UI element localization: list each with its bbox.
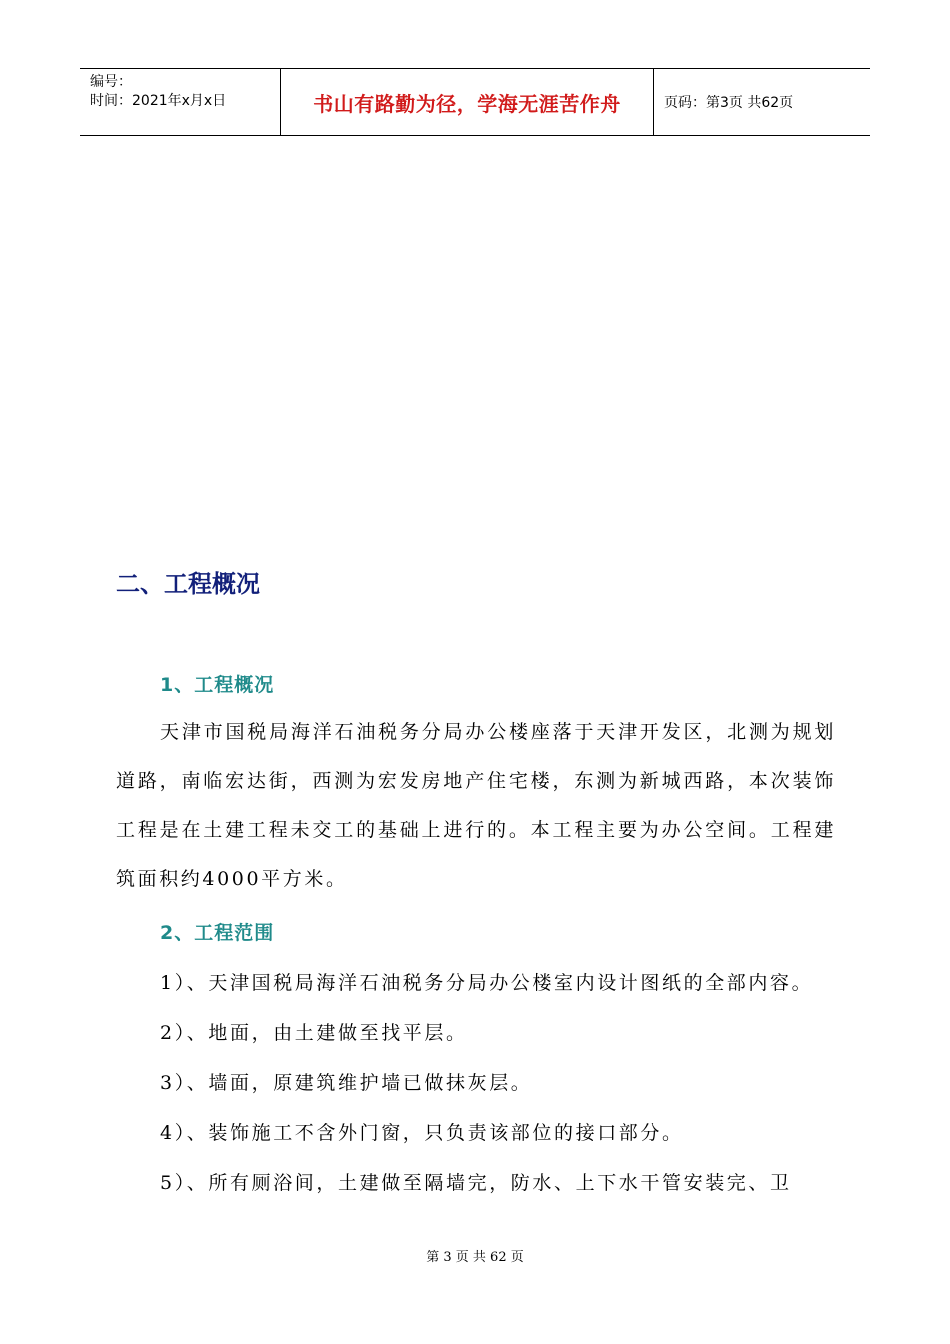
- subsection-heading-overview: 1、工程概况: [160, 674, 275, 696]
- scope-item: 1）、天津国税局海洋石油税务分局办公楼室内设计图纸的全部内容。: [160, 972, 814, 994]
- section-title: 二、工程概况: [116, 570, 260, 598]
- scope-item: 5）、所有厕浴间，土建做至隔墙完，防水、上下水干管安装完、卫: [160, 1172, 792, 1194]
- header-page-info: 页码：第3页 共62页: [664, 95, 794, 111]
- scope-item: 3）、墙面，原建筑维护墙已做抹灰层。: [160, 1072, 533, 1094]
- scope-item: 4）、装饰施工不含外门窗，只负责该部位的接口部分。: [160, 1122, 684, 1144]
- subsection-heading-scope: 2、工程范围: [160, 922, 275, 944]
- page-footer: 第 3 页 共 62 页: [426, 1250, 524, 1265]
- document-number-label: 编号：: [90, 74, 132, 90]
- overview-paragraph: 天津市国税局海洋石油税务分局办公楼座落于天津开发区，北测为规划道路，南临宏达街，西测为宏发房地产住宅楼，东测为新城西路，本次装饰工程是在土建工程未交工的基础上进行的。本工程主要为办公空间。工程建筑面积约4000平方米。: [116, 721, 836, 890]
- header-meta-cell: [80, 69, 281, 135]
- scope-item: 2）、地面，由土建做至找平层。: [160, 1022, 468, 1044]
- page-header: [80, 68, 870, 136]
- header-motto: 书山有路勤为径，学海无涯苦作舟: [281, 69, 654, 135]
- document-date: 时间：2021年x月x日: [90, 93, 227, 109]
